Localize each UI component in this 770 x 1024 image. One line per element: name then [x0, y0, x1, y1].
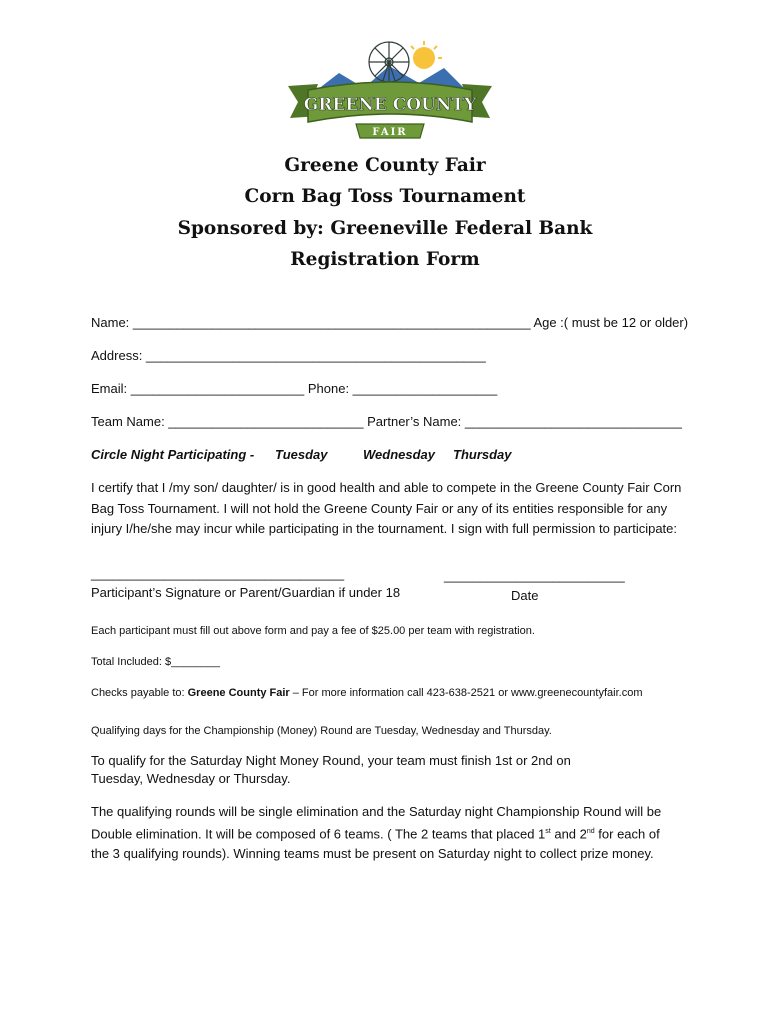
certification-text: I certify that I /my son/ daughter/ is in good health and able to compete in the Greene County Fair Corn Bag Toss Tournament. I will not hold the Greene County Fair or any of its entities responsible for any injury I/he/she may incur while participating in the tournament. I sign with full permission to participate: [91, 480, 682, 536]
sponsor-title: Sponsored by: Greeneville Federal Bank [177, 217, 593, 239]
email-phone-field[interactable]: Email: ________________________ Phone: ____________________ [91, 381, 498, 396]
banner-text: GREENE COUNTY [303, 95, 477, 115]
rounds-text [91, 802, 671, 864]
sup-2nd: nd [586, 828, 595, 835]
checks-payable-text [91, 687, 643, 699]
circle-night-label: Circle Night Participating - [91, 447, 255, 462]
saturday-qualify-text: To qualify for the Saturday Night Money Round, your team must finish 1st or 2nd on Tuesday, Wednesday or Thursday. [91, 753, 571, 786]
sun-icon [411, 41, 442, 69]
date-label: Date [511, 588, 539, 603]
name-field[interactable]: Name: _______________________________________________________ Age :( must be 12 or older) [91, 315, 689, 330]
greene-county-fair-logo [284, 38, 496, 144]
fee-text: Each participant must fill out above form and pay a fee of $25.00 per team with registration. [91, 625, 535, 637]
signature-line[interactable]: ___________________________________ [91, 566, 345, 581]
rounds-text-b: and 2 [550, 826, 587, 842]
sup-1st: st [545, 828, 551, 835]
address-field[interactable]: Address: _______________________________________________ [91, 348, 486, 363]
rounds-text-c: for each of the 3 qualifying rounds). Winning teams must be present on Saturday night to collect prize money. [91, 826, 660, 862]
total-included-field[interactable]: Total Included: $________ [91, 656, 221, 668]
signature-label: Participant’s Signature or Parent/Guardian if under 18 [91, 585, 401, 600]
title-block [0, 150, 770, 275]
checks-payee: Greene County Fair [187, 687, 290, 699]
qualifying-days-text: Qualifying days for the Championship (Money) Round are Tuesday, Wednesday and Thursday. [91, 725, 552, 737]
day-wednesday[interactable]: Wednesday [363, 447, 436, 462]
team-partner-field[interactable]: Team Name: ___________________________ Partner’s Name: ______________________________ [91, 414, 682, 429]
day-tuesday[interactable]: Tuesday [275, 447, 328, 462]
day-thursday[interactable]: Thursday [453, 447, 512, 462]
fair-title: Greene County Fair [284, 155, 486, 176]
date-line[interactable]: _________________________ [444, 568, 625, 583]
rounds-text-a: The qualifying rounds will be single elimination and the Saturday night Championship Round will be Double elimination. It will be composed of 6 teams. ( The 2 teams that placed 1 [91, 804, 662, 842]
checks-prefix: Checks payable to: [91, 687, 188, 699]
banner-subtext: FAIR [372, 127, 408, 138]
form-title: Registration Form [290, 248, 480, 270]
checks-suffix: – For more information call 423-638-2521 or www.greenecountyfair.com [289, 687, 643, 699]
tournament-title: Corn Bag Toss Tournament [244, 186, 526, 208]
